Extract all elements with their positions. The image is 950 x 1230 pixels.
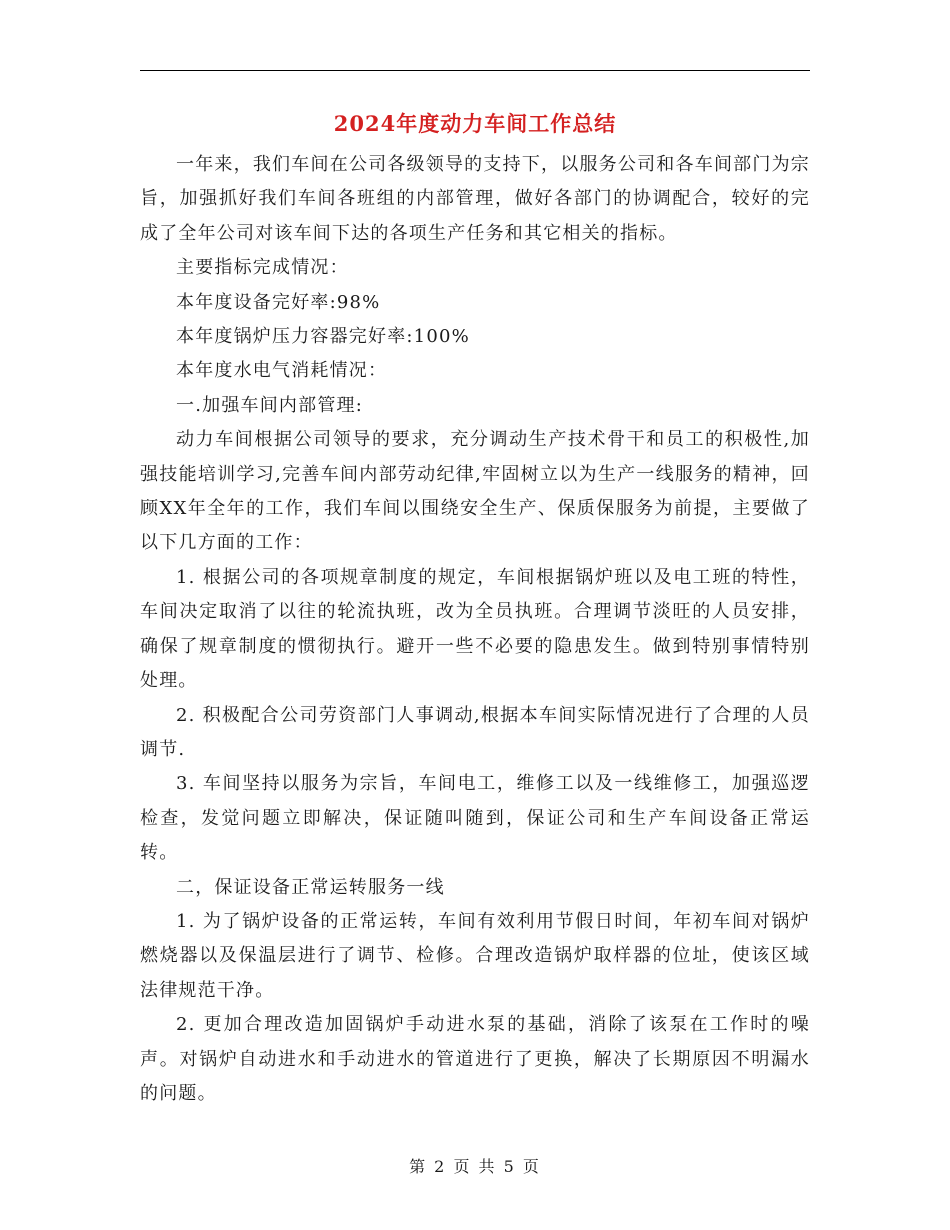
paragraph-section-1-item-1: 1. 根据公司的各项规章制度的规定，车间根据锅炉班以及电工班的特性，车间决定取消了以往的轮流执班，改为全员执班。合理调节淡旺的人员安排，确保了规章制度的惯彻执行。避开一些不必要的隐患发生。做到特别事情特别处理。: [140, 566, 810, 692]
paragraph-section-2-item-2: 2. 更加合理改造加固锅炉手动进水泵的基础，消除了该泵在工作时的噪声。对锅炉自动进水和手动进水的管道进行了更换，解决了长期原因不明漏水的问题。: [140, 1014, 810, 1104]
paragraph-indicators-heading: 主要指标完成情况：: [176, 257, 349, 279]
document-body: [140, 148, 810, 1111]
page-footer: [0, 1154, 950, 1177]
section-heading-2: 二，保证设备正常运转服务一线: [176, 876, 445, 898]
header-divider: [140, 70, 810, 71]
paragraph-section-1-intro: 动力车间根据公司领导的要求，充分调动生产技术骨干和员工的积极性,加强技能培训学习,完善车间内部劳动纪律,牢固树立以为生产一线服务的精神，回顾XX年全年的工作，我们车间以围绕安全生产、保质保服务为前提，主要做了以下几方面的工作：: [140, 429, 810, 554]
paragraph-section-1-item-2: 2. 积极配合公司劳资部门人事调动,根据本车间实际情况进行了合理的人员调节.: [140, 704, 810, 760]
paragraph-intro: 一年来，我们车间在公司各级领导的支持下，以服务公司和各车间部门为宗旨，加强抓好我们车间各班组的内部管理，做好各部门的协调配合，较好的完成了全年公司对该车间下达的各项生产任务和其它相关的指标。: [140, 154, 810, 244]
paragraph-section-1-item-3: 3. 车间坚持以服务为宗旨，车间电工，维修工以及一线维修工，加强巡逻检查，发觉问题立即解决，保证随叫随到，保证公司和生产车间设备正常运转。: [140, 773, 810, 864]
document-title: 2024年度动力车间工作总结: [333, 111, 617, 136]
paragraph-section-2-item-1: 1. 为了锅炉设备的正常运转，车间有效利用节假日时间，年初车间对锅炉燃烧器以及保温层进行了调节、检修。合理改造锅炉取样器的位址，使该区域法律规范干净。: [140, 910, 810, 1001]
section-heading-1: 一.加强车间内部管理:: [176, 394, 363, 416]
paragraph-consumption: 本年度水电气消耗情况：: [176, 360, 388, 382]
page-number-label: 第 2 页 共 5 页: [409, 1157, 541, 1176]
paragraph-boiler-rate: 本年度锅炉压力容器完好率:100%: [176, 326, 470, 348]
paragraph-equipment-rate: 本年度设备完好率:98%: [176, 291, 381, 313]
